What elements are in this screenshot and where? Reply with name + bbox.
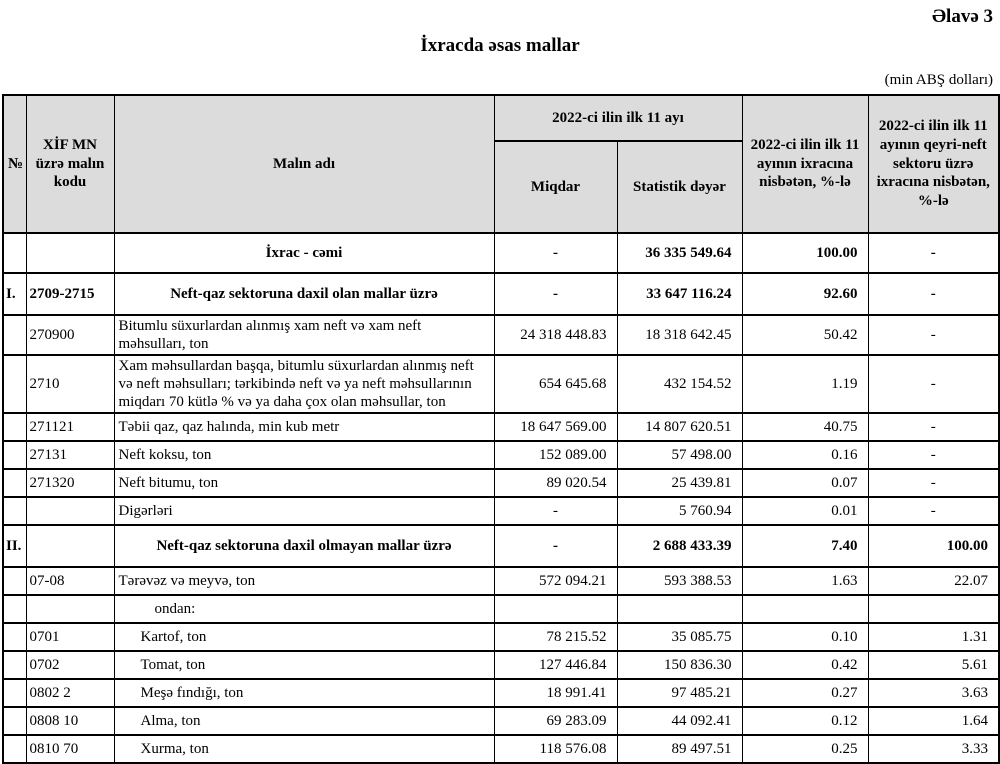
cell-stat: 432 154.52	[617, 355, 742, 413]
cell-no	[3, 441, 26, 469]
cell-name: ondan:	[114, 595, 494, 623]
cell-name: Neft-qaz sektoruna daxil olmayan mallar üzrə	[114, 525, 494, 567]
header-no: №	[3, 95, 26, 233]
cell-stat: 14 807 620.51	[617, 413, 742, 441]
cell-qty: -	[494, 233, 617, 273]
cell-qty: 69 283.09	[494, 707, 617, 735]
cell-code: 27131	[26, 441, 114, 469]
cell-code	[26, 525, 114, 567]
cell-pct2: 22.07	[868, 567, 999, 595]
cell-name: Digərləri	[114, 497, 494, 525]
cell-no	[3, 651, 26, 679]
cell-pct2: -	[868, 355, 999, 413]
cell-no: II.	[3, 525, 26, 567]
cell-code: 0701	[26, 623, 114, 651]
cell-pct2: 100.00	[868, 525, 999, 567]
header-pct-nonoil-export: 2022-ci ilin ilk 11 ayının qeyri-neft sektoru üzrə ixracına nisbətən, %-lə	[868, 95, 999, 233]
cell-stat	[617, 595, 742, 623]
cell-code: 271320	[26, 469, 114, 497]
cell-pct2: -	[868, 315, 999, 355]
cell-pct1: 0.16	[742, 441, 868, 469]
cell-name: Tomat, ton	[114, 651, 494, 679]
table-row	[3, 679, 999, 707]
cell-pct2: -	[868, 413, 999, 441]
cell-stat: 36 335 549.64	[617, 233, 742, 273]
cell-no	[3, 623, 26, 651]
cell-no: I.	[3, 273, 26, 315]
cell-pct1: 7.40	[742, 525, 868, 567]
cell-qty: 654 645.68	[494, 355, 617, 413]
cell-code	[26, 595, 114, 623]
cell-stat: 33 647 116.24	[617, 273, 742, 315]
table-row	[3, 497, 999, 525]
cell-name: Neft bitumu, ton	[114, 469, 494, 497]
cell-code: 07-08	[26, 567, 114, 595]
cell-pct2: 3.63	[868, 679, 999, 707]
cell-no	[3, 679, 26, 707]
cell-no	[3, 469, 26, 497]
cell-qty: 78 215.52	[494, 623, 617, 651]
cell-code: 2709-2715	[26, 273, 114, 315]
cell-code: 0802 2	[26, 679, 114, 707]
cell-stat: 35 085.75	[617, 623, 742, 651]
cell-pct1: 1.19	[742, 355, 868, 413]
table-row	[3, 469, 999, 497]
header-qty: Miqdar	[494, 141, 617, 233]
cell-no	[3, 707, 26, 735]
cell-code: 2710	[26, 355, 114, 413]
cell-qty: 89 020.54	[494, 469, 617, 497]
cell-stat: 89 497.51	[617, 735, 742, 763]
table-row	[3, 441, 999, 469]
cell-pct1: 1.63	[742, 567, 868, 595]
cell-stat: 44 092.41	[617, 707, 742, 735]
header-pct-total-export: 2022-ci ilin ilk 11 ayının ixracına nisbətən, %-lə	[742, 95, 868, 233]
cell-qty: 572 094.21	[494, 567, 617, 595]
cell-code: 0808 10	[26, 707, 114, 735]
cell-name: Neft-qaz sektoruna daxil olan mallar üzrə	[114, 273, 494, 315]
cell-qty: 24 318 448.83	[494, 315, 617, 355]
cell-name: Alma, ton	[114, 707, 494, 735]
table-row	[3, 273, 999, 315]
cell-qty: 152 089.00	[494, 441, 617, 469]
cell-qty: -	[494, 273, 617, 315]
cell-pct1: 50.42	[742, 315, 868, 355]
cell-name: Kartof, ton	[114, 623, 494, 651]
cell-pct2: 1.64	[868, 707, 999, 735]
cell-stat: 150 836.30	[617, 651, 742, 679]
cell-pct1: 0.25	[742, 735, 868, 763]
cell-name: Xam məhsullardan başqa, bitumlu süxurlardan alınmış neft və neft məhsulları; tərkibində neft və ya neft məhsullarının miqdarı 70 kütlə % və ya daha çox olan məhsullar, ton	[114, 355, 494, 413]
cell-qty	[494, 595, 617, 623]
cell-code: 270900	[26, 315, 114, 355]
cell-qty: -	[494, 497, 617, 525]
cell-code: 0702	[26, 651, 114, 679]
cell-pct1	[742, 595, 868, 623]
table-row	[3, 651, 999, 679]
cell-pct1: 0.42	[742, 651, 868, 679]
cell-code: 0810 70	[26, 735, 114, 763]
cell-stat: 97 485.21	[617, 679, 742, 707]
cell-name: Təbii qaz, qaz halında, min kub metr	[114, 413, 494, 441]
cell-qty: 127 446.84	[494, 651, 617, 679]
header-name: Malın adı	[114, 95, 494, 233]
table-row	[3, 567, 999, 595]
cell-pct1: 0.27	[742, 679, 868, 707]
cell-pct2: 3.33	[868, 735, 999, 763]
header-period-group: 2022-ci ilin ilk 11 ayı	[494, 95, 742, 141]
cell-pct1: 0.01	[742, 497, 868, 525]
cell-stat: 25 439.81	[617, 469, 742, 497]
table-row	[3, 707, 999, 735]
table-row	[3, 525, 999, 567]
table-row	[3, 355, 999, 413]
cell-name: İxrac - cəmi	[114, 233, 494, 273]
cell-pct2	[868, 595, 999, 623]
cell-pct1: 40.75	[742, 413, 868, 441]
cell-no	[3, 355, 26, 413]
table-row	[3, 233, 999, 273]
table-body	[3, 233, 999, 763]
cell-pct1: 0.10	[742, 623, 868, 651]
cell-qty: 18 991.41	[494, 679, 617, 707]
header-row-top	[3, 95, 999, 141]
cell-no	[3, 315, 26, 355]
cell-qty: 118 576.08	[494, 735, 617, 763]
cell-stat: 593 388.53	[617, 567, 742, 595]
cell-stat: 18 318 642.45	[617, 315, 742, 355]
cell-pct2: 1.31	[868, 623, 999, 651]
cell-qty: -	[494, 525, 617, 567]
cell-name: Xurma, ton	[114, 735, 494, 763]
cell-stat: 57 498.00	[617, 441, 742, 469]
cell-no	[3, 233, 26, 273]
cell-name: Neft koksu, ton	[114, 441, 494, 469]
annex-label: Əlavə 3	[932, 6, 993, 27]
export-goods-table	[2, 94, 1000, 764]
cell-code	[26, 497, 114, 525]
unit-note: (min ABŞ dolları)	[884, 72, 993, 88]
cell-name: Bitumlu süxurlardan alınmış xam neft və xam neft məhsulları, ton	[114, 315, 494, 355]
header-stat-value: Statistik dəyər	[617, 141, 742, 233]
table-header	[3, 95, 999, 233]
cell-pct2: -	[868, 497, 999, 525]
cell-pct1: 92.60	[742, 273, 868, 315]
cell-qty: 18 647 569.00	[494, 413, 617, 441]
cell-no	[3, 497, 26, 525]
cell-code: 271121	[26, 413, 114, 441]
cell-pct2: -	[868, 469, 999, 497]
cell-no	[3, 595, 26, 623]
cell-no	[3, 413, 26, 441]
cell-code	[26, 233, 114, 273]
cell-no	[3, 735, 26, 763]
table-row	[3, 315, 999, 355]
cell-pct2: -	[868, 233, 999, 273]
cell-pct1: 100.00	[742, 233, 868, 273]
cell-name: Tərəvəz və meyvə, ton	[114, 567, 494, 595]
table-row	[3, 413, 999, 441]
cell-no	[3, 567, 26, 595]
header-code: XİF MN üzrə malın kodu	[26, 95, 114, 233]
cell-pct2: 5.61	[868, 651, 999, 679]
cell-pct1: 0.12	[742, 707, 868, 735]
cell-pct2: -	[868, 273, 999, 315]
cell-name: Meşə fındığı, ton	[114, 679, 494, 707]
cell-stat: 5 760.94	[617, 497, 742, 525]
table-row	[3, 623, 999, 651]
table-row	[3, 595, 999, 623]
cell-pct2: -	[868, 441, 999, 469]
cell-stat: 2 688 433.39	[617, 525, 742, 567]
page-title: İxracda əsas mallar	[420, 35, 580, 56]
cell-pct1: 0.07	[742, 469, 868, 497]
table-row	[3, 735, 999, 763]
